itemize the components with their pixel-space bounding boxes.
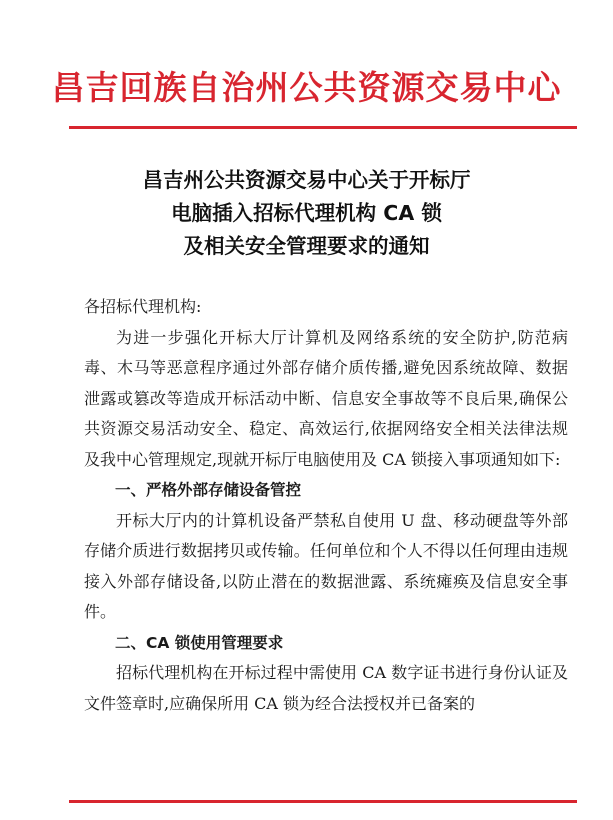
salutation: 各招标代理机构:: [84, 297, 202, 316]
notice-title-line: 及相关安全管理要求的通知: [183, 234, 430, 258]
org-header-title: 昌吉回族自治州公共资源交易中心: [51, 68, 562, 107]
notice-body: [84, 292, 568, 719]
section-heading: 一、严格外部存储设备管控: [115, 481, 302, 499]
footer-red-rule: [69, 800, 577, 803]
section-paragraph: 开标大厅内的计算机设备严禁私自使用 U 盘、移动硬盘等外部存储介质进行数据拷贝或传输。任何单位和个人不得以任何理由违规接入外部存储设备,以防止潜在的数据泄露、系统瘫痪及信息安全事件。: [84, 510, 568, 621]
header-red-rule: [69, 126, 577, 129]
notice-title-line: 昌吉州公共资源交易中心关于开标厅: [142, 168, 471, 192]
notice-title: [0, 164, 613, 263]
section-paragraph: 招标代理机构在开标过程中需使用 CA 数字证书进行身份认证及文件签章时,应确保所用 CA 锁为经合法授权并已备案的: [84, 663, 568, 713]
intro-paragraph: 为进一步强化开标大厅计算机及网络系统的安全防护,防范病毒、木马等恶意程序通过外部存储介质传播,避免因系统故障、数据泄露或篡改等造成开标活动中断、信息安全事故等不良后果,确保公共资源交易活动安全、稳定、高效运行,依据网络安全相关法律法规及我中心管理规定,现就开标厅电脑使用及 CA 锁接入事项通知如下:: [84, 327, 568, 469]
notice-title-line: 电脑插入招标代理机构 CA 锁: [171, 201, 442, 225]
section-heading: 二、CA 锁使用管理要求: [115, 633, 284, 652]
